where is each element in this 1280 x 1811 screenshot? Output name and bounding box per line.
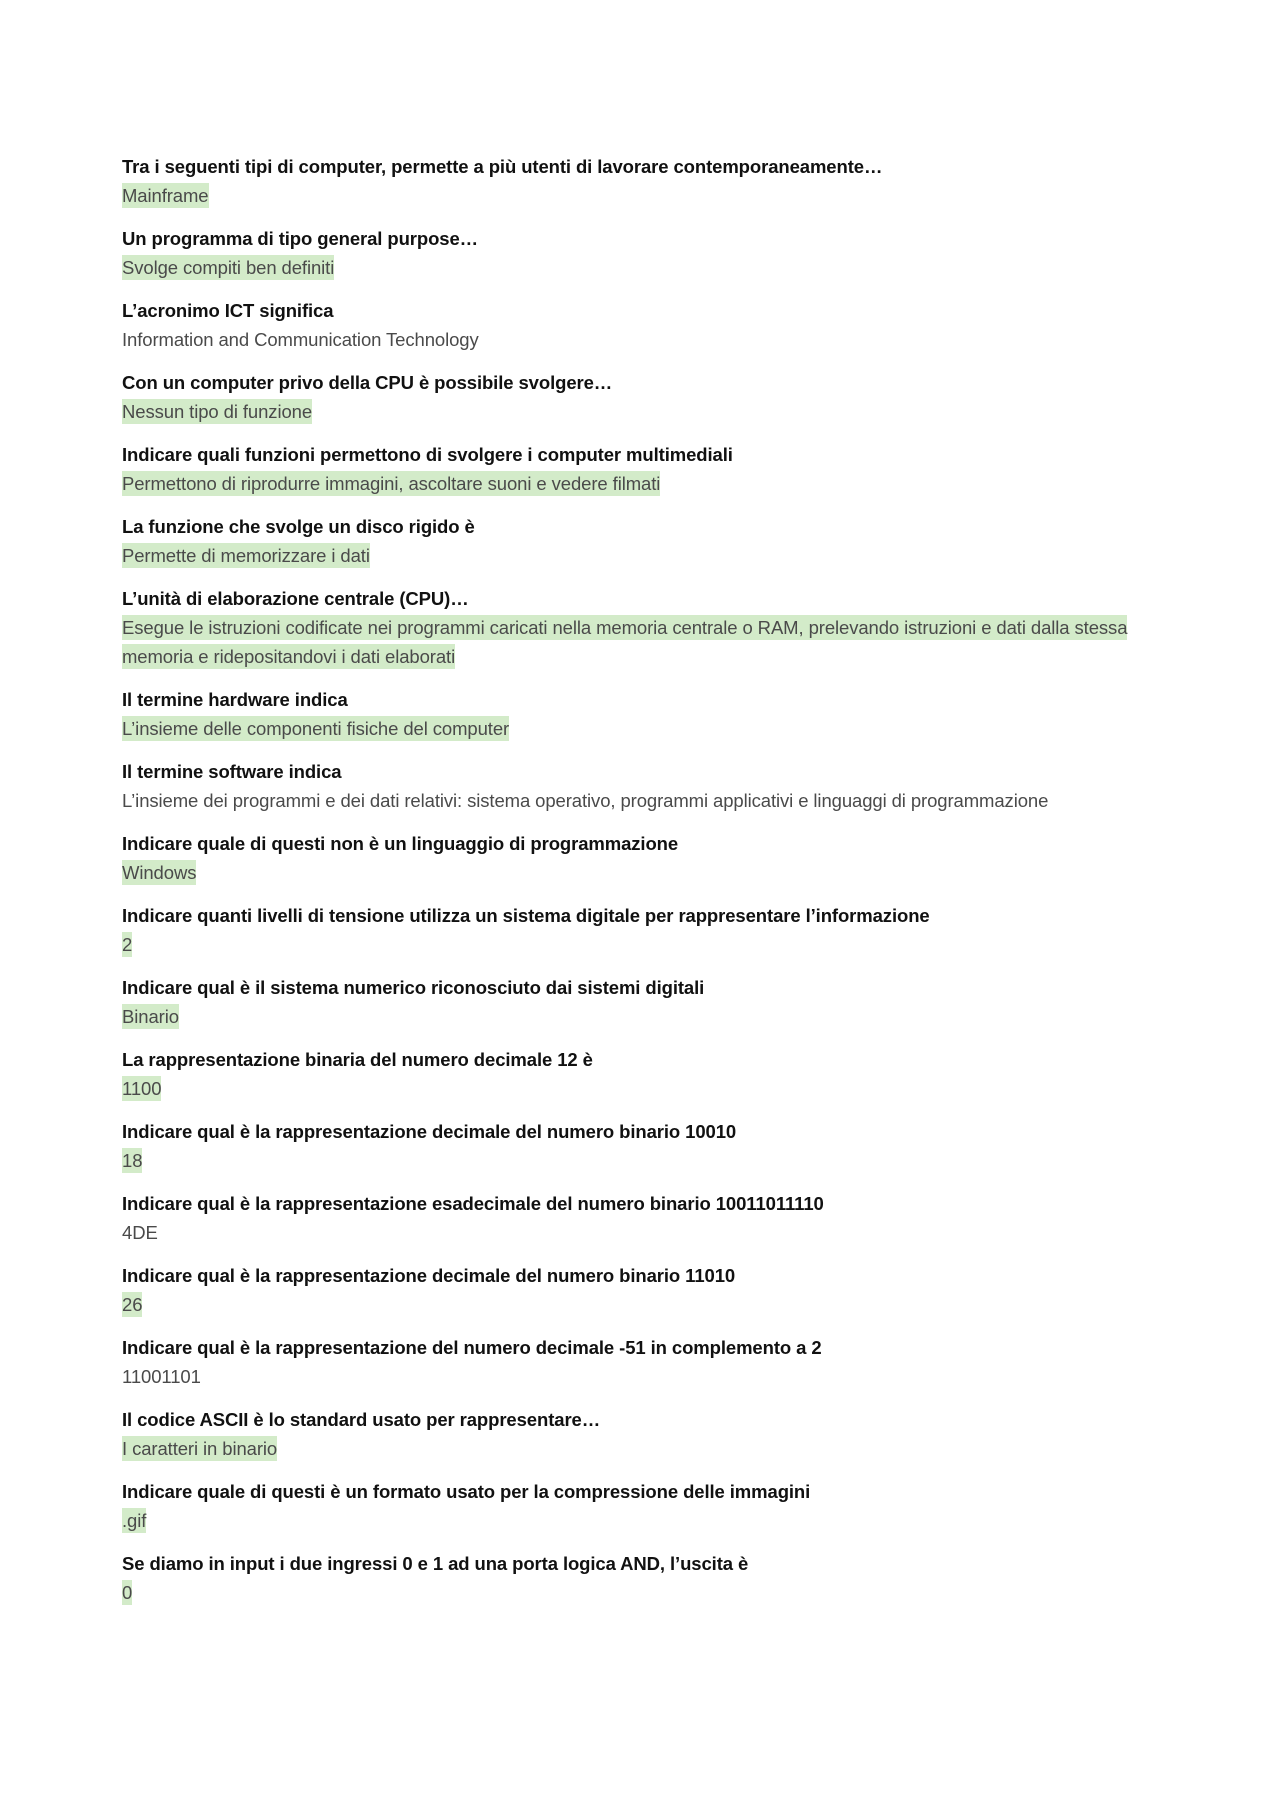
answer-value: 4DE: [122, 1222, 158, 1243]
answer-text: [122, 181, 1160, 210]
answer-value: .gif: [122, 1510, 147, 1531]
answer-value: Nessun tipo di funzione: [122, 401, 313, 422]
answer-text: [122, 714, 1160, 743]
question-text: Il termine software indica: [122, 761, 342, 782]
answer-value: 11001101: [122, 1366, 201, 1387]
answer-value: L’insieme dei programmi e dei dati relativi: sistema operativo, programmi applicativi e linguaggi di programmazione: [122, 790, 1049, 811]
qa-item: [122, 1189, 1160, 1247]
question-text: Indicare qual è la rappresentazione decimale del numero binario 11010: [122, 1265, 736, 1286]
question-text: Indicare quali funzioni permettono di svolgere i computer multimediali: [122, 444, 733, 465]
answer-text: [122, 253, 1160, 282]
qa-item: [122, 973, 1160, 1031]
qa-item: [122, 1333, 1160, 1391]
answer-value: Esegue le istruzioni codificate nei programmi caricati nella memoria centrale o RAM, prelevando istruzioni e dati dalla stessa memoria e ridepositandovi i dati elaborati: [122, 617, 1128, 667]
answer-text: [122, 325, 1160, 354]
qa-item: [122, 1045, 1160, 1103]
question-text: L’unità di elaborazione centrale (CPU)…: [122, 588, 469, 609]
answer-text: [122, 1146, 1160, 1175]
qa-item: [122, 152, 1160, 210]
answer-text: [122, 397, 1160, 426]
question-text: Il codice ASCII è lo standard usato per rappresentare…: [122, 1409, 601, 1430]
answer-text: [122, 1218, 1160, 1247]
qa-item: [122, 584, 1160, 671]
question-text: Un programma di tipo general purpose…: [122, 228, 479, 249]
answer-text: [122, 1362, 1160, 1391]
answer-value: 26: [122, 1294, 143, 1315]
answer-value: Permette di memorizzare i dati: [122, 545, 370, 566]
answer-value: L’insieme delle componenti fisiche del computer: [122, 718, 510, 739]
qa-item: [122, 1261, 1160, 1319]
answer-value: 2: [122, 934, 133, 955]
question-text: Indicare qual è la rappresentazione decimale del numero binario 10010: [122, 1121, 737, 1142]
answer-text: [122, 786, 1160, 815]
qa-item: [122, 296, 1160, 354]
answer-value: Information and Communication Technology: [122, 329, 479, 350]
answer-value: Svolge compiti ben definiti: [122, 257, 335, 278]
answer-text: [122, 1074, 1160, 1103]
question-text: Indicare quanti livelli di tensione utilizza un sistema digitale per rappresentare l’informazione: [122, 905, 930, 926]
qa-item: [122, 757, 1160, 815]
answer-value: I caratteri in binario: [122, 1438, 278, 1459]
question-text: Indicare qual è la rappresentazione esadecimale del numero binario 10011011110: [122, 1193, 824, 1214]
answer-value: Windows: [122, 862, 197, 883]
answer-value: 18: [122, 1150, 143, 1171]
question-text: Il termine hardware indica: [122, 689, 348, 710]
qa-item: [122, 1477, 1160, 1535]
answer-value: Binario: [122, 1006, 179, 1027]
question-text: La rappresentazione binaria del numero decimale 12 è: [122, 1049, 593, 1070]
answer-text: [122, 1434, 1160, 1463]
answer-text: [122, 858, 1160, 887]
question-text: Indicare qual è la rappresentazione del numero decimale -51 in complemento a 2: [122, 1337, 822, 1358]
qa-item: [122, 224, 1160, 282]
qa-item: [122, 1405, 1160, 1463]
answer-value: Mainframe: [122, 185, 209, 206]
answer-value: 1100: [122, 1078, 162, 1099]
qa-item: [122, 829, 1160, 887]
qa-list: [122, 152, 1160, 1607]
answer-text: [122, 1290, 1160, 1319]
question-text: Indicare quale di questi è un formato usato per la compressione delle immagini: [122, 1481, 811, 1502]
qa-item: [122, 1117, 1160, 1175]
question-text: Tra i seguenti tipi di computer, permette a più utenti di lavorare contemporaneamente…: [122, 156, 883, 177]
question-text: Se diamo in input i due ingressi 0 e 1 ad una porta logica AND, l’uscita è: [122, 1553, 749, 1574]
answer-text: [122, 613, 1160, 671]
answer-text: [122, 1578, 1160, 1607]
answer-value: 0: [122, 1582, 133, 1603]
answer-text: [122, 1506, 1160, 1535]
question-text: Con un computer privo della CPU è possibile svolgere…: [122, 372, 613, 393]
qa-item: [122, 1549, 1160, 1607]
qa-item: [122, 901, 1160, 959]
answer-text: [122, 930, 1160, 959]
answer-text: [122, 541, 1160, 570]
answer-value: Permettono di riprodurre immagini, ascoltare suoni e vedere filmati: [122, 473, 661, 494]
qa-item: [122, 368, 1160, 426]
question-text: L’acronimo ICT significa: [122, 300, 334, 321]
qa-item: [122, 440, 1160, 498]
qa-item: [122, 685, 1160, 743]
question-text: La funzione che svolge un disco rigido è: [122, 516, 475, 537]
answer-text: [122, 469, 1160, 498]
answer-text: [122, 1002, 1160, 1031]
question-text: Indicare quale di questi non è un linguaggio di programmazione: [122, 833, 679, 854]
question-text: Indicare qual è il sistema numerico riconosciuto dai sistemi digitali: [122, 977, 705, 998]
qa-item: [122, 512, 1160, 570]
